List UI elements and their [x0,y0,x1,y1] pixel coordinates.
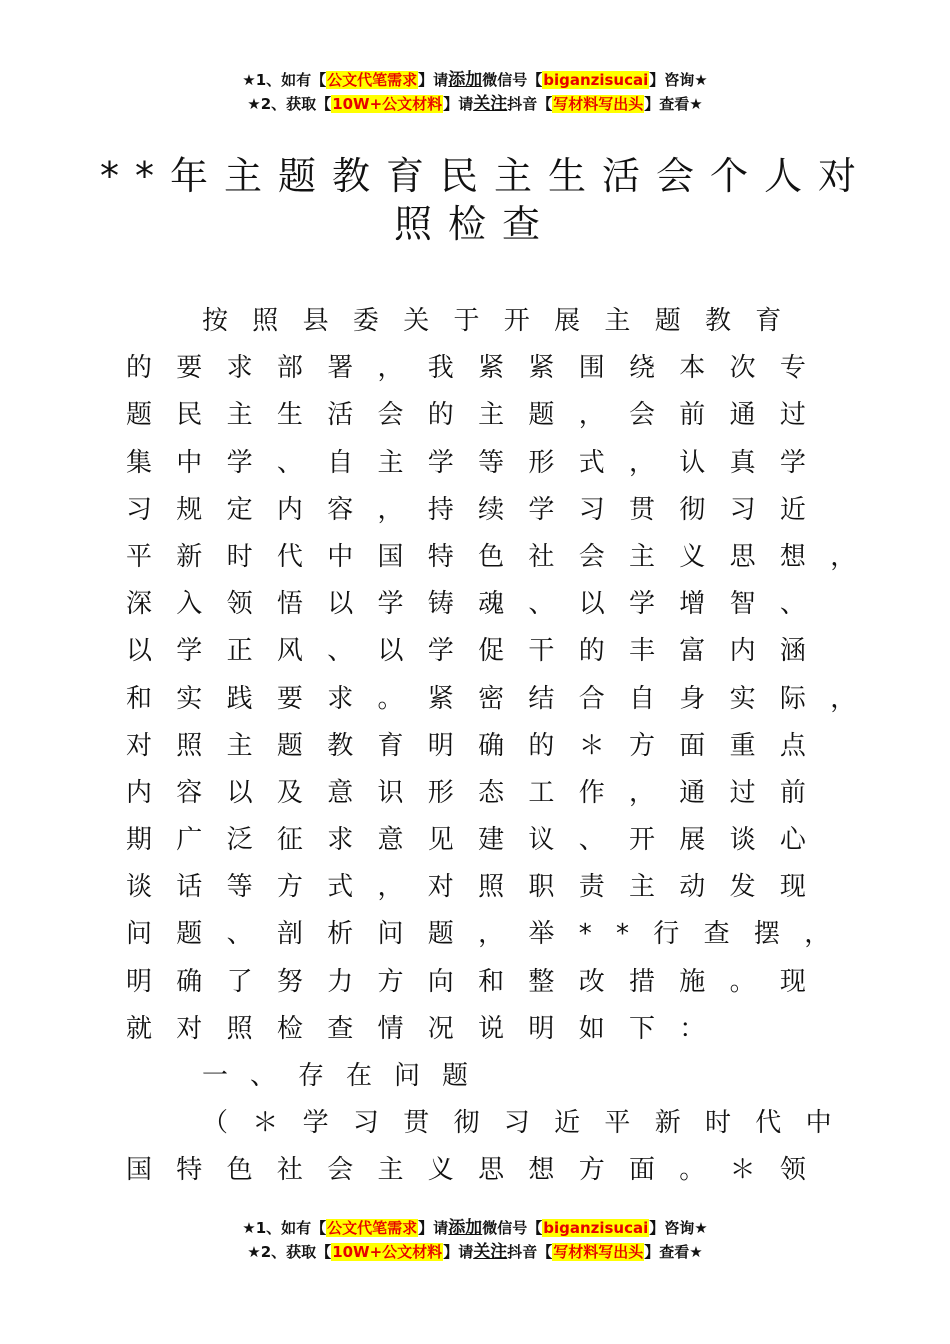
promo-highlight: biganzisucai [543,1219,649,1237]
promo-text: 抖音【 [507,95,553,113]
body-line: 期广泛征求意见建议、开展谈心 [126,825,831,856]
promo-emphasis: 关注 [473,1242,508,1262]
promo-line-2 [0,1240,950,1264]
promo-line-1 [0,1216,950,1240]
promo-text: ★1、如有【 [242,71,327,89]
promo-highlight: 10W+公文材料 [332,95,443,113]
promo-emphasis: 添加 [448,70,483,90]
top-promo-banner [0,68,950,116]
promo-line-2 [0,92,950,116]
promo-text: ★2、获取【 [247,1243,332,1261]
promo-text: 微信号【 [482,1219,543,1237]
promo-line-1 [0,68,950,92]
promo-text: 】请 [443,95,474,113]
promo-highlight: 10W+公文材料 [332,1243,443,1261]
promo-text: 】查看★ [644,95,703,113]
body-line: 习规定内容，持续学习贯彻习近 [126,494,831,525]
section-heading: 一、存在问题 [202,1061,491,1091]
body-line: 集中学、自主学等形式，认真学 [126,447,831,478]
promo-highlight: 写材料写出头 [553,1243,644,1261]
promo-highlight: biganzisucai [543,71,649,89]
promo-text: 】咨询★ [649,1219,708,1237]
title-line-2: 照检查 [393,202,556,246]
promo-text: 】请 [418,1219,449,1237]
promo-text: 】查看★ [644,1243,703,1261]
promo-highlight: 公文代笔需求 [327,71,418,89]
body-line: 问题、剖析问题，举**行查摆， [126,919,855,950]
body-line: 平新时代中国特色社会主义思想， [126,541,881,572]
body-line: 就对照检查情况说明如下： [126,1013,730,1044]
promo-text: 微信号【 [482,71,543,89]
body-line: 明确了努力方向和整改措施。现 [126,966,831,997]
body-line: 谈话等方式，对照职责主动发现 [126,872,831,903]
promo-emphasis: 关注 [473,94,508,114]
promo-text: 】咨询★ [649,71,708,89]
body-line: 内容以及意识形态工作，通过前 [126,777,831,808]
body-line: 对照主题教育明确的＊方面重点 [126,730,831,761]
body-line: 深入领悟以学铸魂、以学增智、 [126,589,831,620]
body-line: 题民主生活会的主题，会前通过 [126,400,831,431]
promo-text: 】请 [418,71,449,89]
promo-text: ★1、如有【 [242,1219,327,1237]
document-body [126,298,886,1195]
title-line-1: **年主题教育民主生活会个人对 [100,154,873,198]
body-line: 按照县委关于开展主题教育 [202,306,806,336]
promo-text: 抖音【 [507,1243,553,1261]
promo-text: ★2、获取【 [247,95,332,113]
body-line: 和实践要求。紧密结合自身实际， [126,683,881,714]
body-line: 的要求部署，我紧紧围绕本次专 [126,353,831,384]
promo-highlight: 公文代笔需求 [327,1219,418,1237]
promo-emphasis: 添加 [448,1218,483,1238]
document-title [100,152,873,248]
body-line: 以学正风、以学促干的丰富内涵 [126,636,831,667]
body-line: 国特色社会主义思想方面。＊领 [126,1155,831,1186]
bottom-promo-banner [0,1216,950,1264]
promo-highlight: 写材料写出头 [553,95,644,113]
promo-text: 】请 [443,1243,474,1261]
body-line: （＊学习贯彻习近平新时代中 [202,1108,856,1139]
